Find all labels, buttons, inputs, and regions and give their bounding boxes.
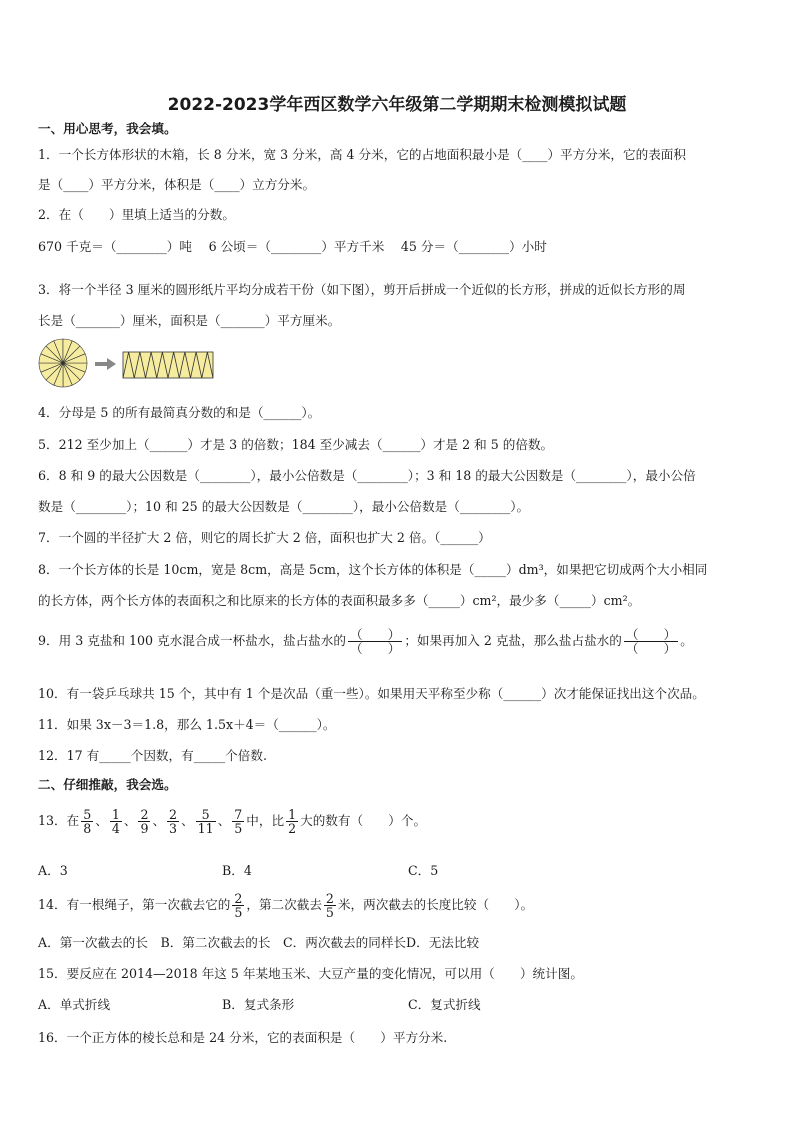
fraction-option bbox=[167, 808, 179, 835]
question-9-text-3: 。 bbox=[680, 633, 693, 648]
fraction-numerator: 2 bbox=[325, 891, 334, 906]
fraction-option bbox=[232, 808, 244, 835]
fraction-denominator: 8 bbox=[83, 821, 92, 836]
question-14-text-3: 米，两次截去的长度比较（ ）。 bbox=[337, 897, 534, 912]
blank-fraction-1 bbox=[348, 628, 402, 655]
blank-numerator: （ ） bbox=[349, 627, 401, 642]
arrow-icon bbox=[95, 358, 116, 370]
question-14-options: A．第一次截去的长 B．第二次截去的长 C．两次截去的同样长D．无法比较 bbox=[38, 935, 480, 950]
question-6-line-2: 数是（________）；10 和 25 的最大公因数是（________），最小公倍数是（________）。 bbox=[38, 499, 530, 514]
fraction-denominator: 5 bbox=[234, 821, 243, 836]
question-4: 4．分母是 5 的所有最简真分数的和是（______）。 bbox=[38, 405, 321, 420]
fraction-option bbox=[138, 808, 150, 835]
fraction-numerator: 7 bbox=[234, 807, 243, 822]
fraction-numerator: 2 bbox=[234, 891, 243, 906]
question-3-line-2: 长是（_______）厘米，面积是（_______）平方厘米。 bbox=[38, 313, 341, 328]
question-9 bbox=[38, 628, 693, 655]
question-6-line-1: 6．8 和 9 的最大公因数是（________），最小公倍数是（________）；3 和 18 的最大公因数是（________），最小公倍 bbox=[38, 468, 696, 483]
fraction-separator: 、 bbox=[152, 813, 166, 828]
fraction-denominator: 5 bbox=[234, 905, 243, 920]
question-8-line-2: 的长方体，两个长方体的表面积之和比原来的长方体的表面积最多多（_____）cm²，最少多（_____）cm²。 bbox=[38, 593, 641, 608]
option-b: B．4 bbox=[222, 863, 252, 878]
question-9-text-2: ；如果再加入 2 克盐，那么盐占盐水的 bbox=[404, 633, 622, 648]
blank-denominator: （ ） bbox=[625, 641, 677, 656]
question-10: 10．有一袋乒乓球共 15 个，其中有 1 个是次品（重一些）。如果用天平称至少称（______）次才能保证找出这个次品。 bbox=[38, 686, 705, 701]
rearranged-rectangle bbox=[123, 352, 213, 378]
fraction-separator: 、 bbox=[217, 813, 231, 828]
fraction-two-fifths-2 bbox=[324, 892, 336, 919]
question-1-line-1: 1．一个长方体形状的木箱，长 8 分米，宽 3 分米，高 4 分米，它的占地面积最小是（____）平方分米，它的表面积 bbox=[38, 147, 686, 162]
question-2-items: 670 千克＝（________）吨 6 公顷＝（________）平方千米 45 分＝（________）小时 bbox=[38, 239, 547, 254]
blank-fraction-2 bbox=[624, 628, 678, 655]
question-12: 12．17 有_____个因数，有_____个倍数. bbox=[38, 748, 267, 763]
question-5: 5．212 至少加上（______）才是 3 的倍数；184 至少减去（______）才是 2 和 5 的倍数。 bbox=[38, 437, 554, 452]
question-13-text-3: 大的数有（ ）个。 bbox=[300, 813, 427, 828]
question-14-text-1: 14．有一根绳子，第一次截去它的 bbox=[38, 897, 231, 912]
question-9-text-1: 9．用 3 克盐和 100 克水混合成一杯盐水，盐占盐水的 bbox=[38, 633, 346, 648]
question-3-line-1: 3．将一个半径 3 厘米的圆形纸片平均分成若干份（如下图），剪开后拼成一个近似的长方形，拼成的近似长方形的周 bbox=[38, 282, 686, 297]
question-11: 11．如果 3x－3＝1.8，那么 1.5x＋4＝（______）。 bbox=[38, 717, 336, 732]
fraction-denominator: 9 bbox=[140, 821, 149, 836]
question-14-text-2: ，第二次截去 bbox=[246, 897, 322, 912]
blank-denominator: （ ） bbox=[349, 641, 401, 656]
fraction-denominator: 2 bbox=[288, 821, 297, 836]
option-a: A．单式折线 bbox=[38, 997, 111, 1012]
option-a: A．3 bbox=[38, 863, 68, 878]
fraction-numerator: 5 bbox=[83, 807, 92, 822]
blank-numerator: （ ） bbox=[625, 627, 677, 642]
fraction-denominator: 4 bbox=[111, 821, 120, 836]
fraction-numerator: 1 bbox=[288, 807, 297, 822]
fraction-option bbox=[196, 808, 216, 835]
question-7: 7．一个圆的半径扩大 2 倍，则它的周长扩大 2 倍，面积也扩大 2 倍。（______） bbox=[38, 530, 491, 545]
fraction-numerator: 2 bbox=[140, 807, 149, 822]
fraction-denominator: 3 bbox=[169, 821, 178, 836]
fraction-numerator: 2 bbox=[169, 807, 178, 822]
question-13-options bbox=[38, 863, 438, 879]
option-b: B．复式条形 bbox=[222, 997, 295, 1012]
section-2-heading: 二、仔细推敲，我会选。 bbox=[38, 777, 177, 792]
question-15-options bbox=[38, 997, 481, 1013]
fraction-numerator: 1 bbox=[111, 807, 120, 822]
fraction-two-fifths-1 bbox=[232, 892, 244, 919]
fraction-separator: 、 bbox=[95, 813, 108, 828]
sectored-circle bbox=[39, 339, 87, 387]
question-13-text-1: 13．在 bbox=[38, 813, 80, 828]
fraction-numerator: 5 bbox=[196, 808, 216, 822]
question-2: 2．在（ ）里填上适当的分数。 bbox=[38, 207, 235, 222]
fraction-option bbox=[81, 808, 93, 835]
rectangle-outline bbox=[123, 352, 213, 378]
question-15: 15．要反应在 2014—2018 年这 5 年某地玉米、大豆产量的变化情况，可以用（ ）统计图。 bbox=[38, 966, 583, 981]
question-13 bbox=[38, 808, 426, 835]
question-13-fractions bbox=[79, 807, 246, 836]
question-8-line-1: 8．一个长方体的长是 10cm，宽是 8cm，高是 5cm，这个长方体的体积是（_____）dm³，如果把它切成两个大小相同 bbox=[38, 562, 708, 577]
option-c: C．复式折线 bbox=[408, 997, 481, 1012]
fraction-separator: 、 bbox=[181, 813, 194, 828]
question-1-line-2: 是（____）平方分米，体积是（____）立方分米。 bbox=[38, 177, 316, 192]
question-16: 16．一个正方体的棱长总和是 24 分米，它的表面积是（ ）平方分米. bbox=[38, 1030, 448, 1045]
page-title: 2022-2023学年西区数学六年级第二学期期末检测模拟试题 bbox=[167, 95, 627, 115]
fraction-denominator: 11 bbox=[197, 821, 214, 836]
fraction-one-half bbox=[286, 808, 298, 835]
option-c: C．5 bbox=[408, 863, 439, 878]
section-1-heading: 一、用心思考，我会填。 bbox=[38, 121, 177, 136]
fraction-separator: 、 bbox=[123, 813, 137, 828]
circle-to-rectangle-figure bbox=[36, 336, 216, 390]
question-13-text-2: 中，比 bbox=[246, 813, 285, 828]
question-14 bbox=[38, 892, 533, 919]
fraction-denominator: 5 bbox=[325, 905, 334, 920]
fraction-option bbox=[110, 808, 122, 835]
